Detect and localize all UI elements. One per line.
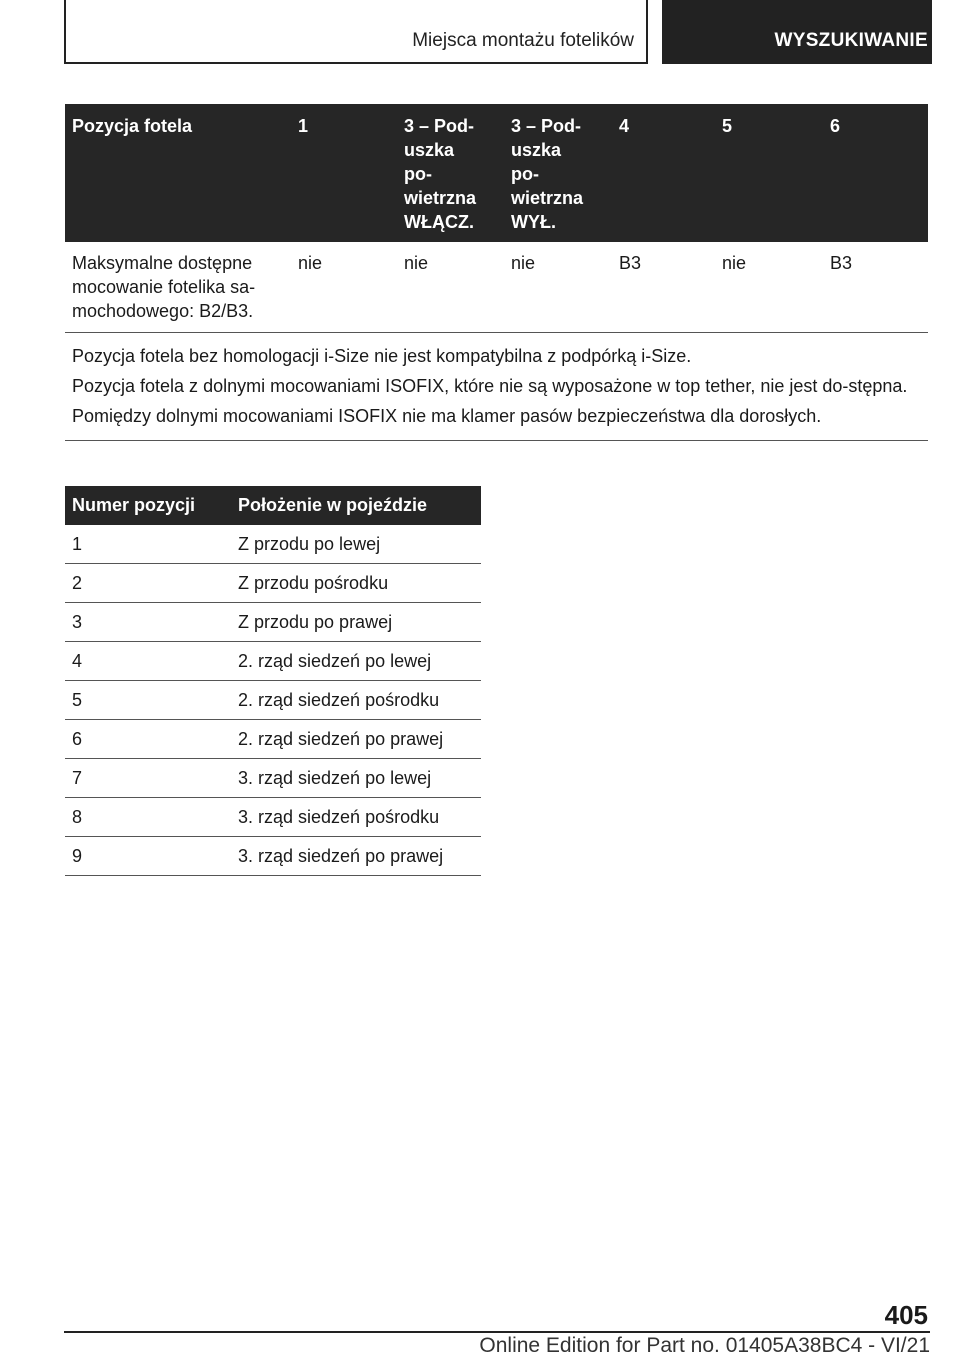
table-header-row — [65, 104, 928, 242]
position-legend-table — [65, 486, 481, 876]
header-cell: Numer pozycji — [65, 486, 231, 525]
table-row — [65, 798, 481, 837]
table-cell: 2 — [65, 564, 231, 603]
table-row — [65, 681, 481, 720]
table-cell: 2. rząd siedzeń po lewej — [231, 642, 481, 681]
table-cell: 1 — [65, 525, 231, 564]
header-cell: 6 — [823, 104, 928, 242]
table-cell: B3 — [823, 242, 928, 333]
table-cell: 3. rząd siedzeń po lewej — [231, 759, 481, 798]
table-cell: 6 — [65, 720, 231, 759]
header-cell: 4 — [612, 104, 715, 242]
table-header-row — [65, 486, 481, 525]
header-cell: 5 — [715, 104, 823, 242]
header-cell: Pozycja fotela — [65, 104, 291, 242]
table-cell: Z przodu po prawej — [231, 603, 481, 642]
table-row — [65, 759, 481, 798]
table-cell: 7 — [65, 759, 231, 798]
search-tab[interactable] — [662, 0, 932, 64]
section-title: Miejsca montażu fotelików — [412, 30, 634, 51]
table-cell: 9 — [65, 837, 231, 876]
table-row — [65, 837, 481, 876]
seat-position-table — [65, 104, 928, 441]
table-row — [65, 720, 481, 759]
page-number: 405 — [884, 1300, 928, 1330]
note-text: Pozycja fotela bez homologacji i-Size nie jest kompatybilna z podpórką i-Size. — [72, 346, 692, 366]
table-cell: Z przodu pośrodku — [231, 564, 481, 603]
table-row — [65, 564, 481, 603]
table-cell: Z przodu po lewej — [231, 525, 481, 564]
edition-text: Online Edition for Part no. 01405A38BC4 - VI/21 — [479, 1334, 930, 1357]
note-text: Pozycja fotela z dolnymi mocowaniami ISOFIX, które nie są wyposażone w top tether, nie jest do-stępna. — [72, 376, 908, 396]
table-cell: 4 — [65, 642, 231, 681]
note-text: Pomiędzy dolnymi mocowaniami ISOFIX nie ma klamer pasów bezpieczeństwa dla dorosłych. — [72, 406, 822, 426]
table-cell: nie — [397, 242, 504, 333]
table-cell: B3 — [612, 242, 715, 333]
header-cell: 1 — [291, 104, 397, 242]
table-cell: nie — [504, 242, 612, 333]
table-row — [65, 642, 481, 681]
notes-cell — [65, 333, 928, 441]
table-cell: 3. rząd siedzeń pośrodku — [231, 798, 481, 837]
table-cell: 3. rząd siedzeń po prawej — [231, 837, 481, 876]
table-cell: nie — [291, 242, 397, 333]
table-cell: nie — [715, 242, 823, 333]
table-cell: Maksymalne dostępne mocowanie fotelika sa-mochodowego: B2/B3. — [65, 242, 291, 333]
header-cell: 3 – Pod- uszka po- wietrzna WYŁ. — [504, 104, 612, 242]
table-row — [65, 603, 481, 642]
header-cell: Położenie w pojeździe — [231, 486, 481, 525]
table-cell: 5 — [65, 681, 231, 720]
footer-divider — [64, 1331, 930, 1333]
table-row — [65, 242, 928, 333]
table-cell: 2. rząd siedzeń po prawej — [231, 720, 481, 759]
section-tab — [64, 0, 648, 64]
table-cell: 3 — [65, 603, 231, 642]
table-cell: 8 — [65, 798, 231, 837]
search-tab-label: WYSZUKIWANIE — [774, 30, 928, 51]
table-cell: 2. rząd siedzeń pośrodku — [231, 681, 481, 720]
notes-row — [65, 333, 928, 441]
table-row — [65, 525, 481, 564]
header-cell: 3 – Pod- uszka po- wietrzna WŁĄCZ. — [397, 104, 504, 242]
